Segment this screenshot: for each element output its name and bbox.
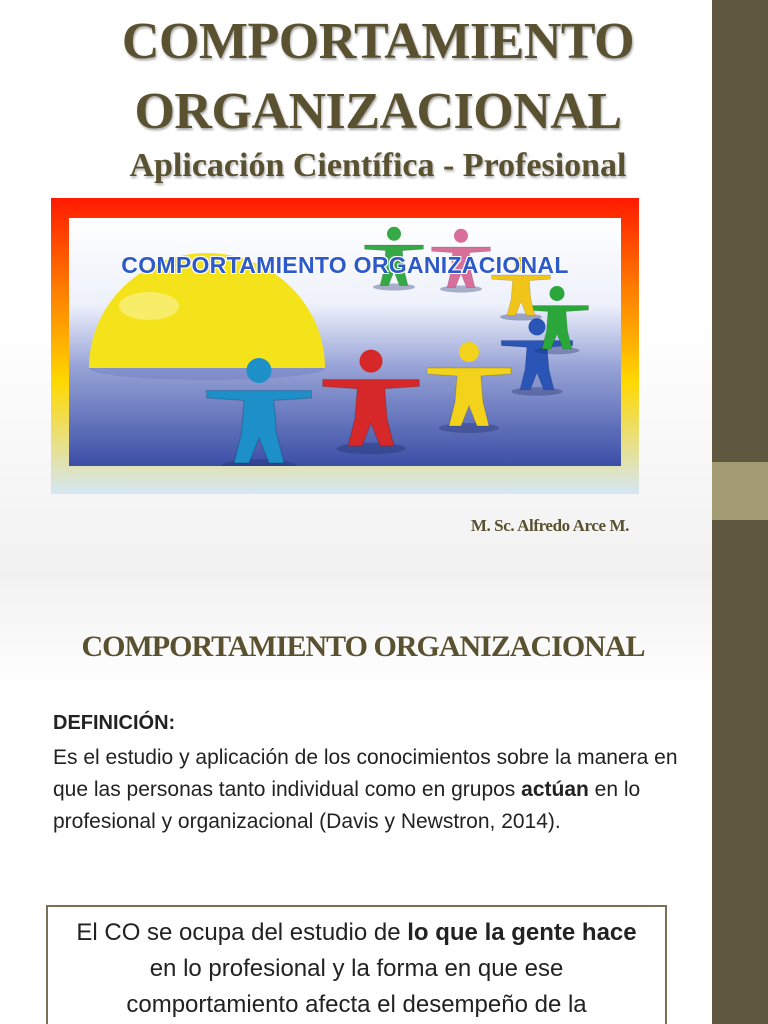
cover-illustration	[51, 198, 639, 494]
definition-label: DEFINICIÓN:	[53, 712, 176, 734]
slide-sidebar-accent	[712, 462, 768, 520]
slide-title-line-1: COMPORTAMIENTO	[121, 13, 635, 70]
callout-text-part: en lo profesional y la forma en que ese comportamiento afecta el desempeño de la	[126, 955, 587, 1018]
callout-emphasis: lo que la gente hace	[407, 919, 637, 946]
definition-slide-title: COMPORTAMIENTO ORGANIZACIONAL	[81, 630, 645, 663]
definition-emphasis: actúan	[521, 778, 589, 801]
person-figure	[427, 342, 511, 433]
callout-text-part: El CO se ocupa del estudio de	[76, 919, 408, 946]
author-credit: M. Sc. Alfredo Arce M.	[470, 516, 629, 535]
definition-text-part: en lo profesional y organizacional (Davis y Newstron, 2014).	[53, 778, 641, 833]
definition-text-part: Es el estudio y aplicación de los conocimientos sobre la manera en que las personas tanto individual como en grupos	[53, 746, 678, 801]
slide-subtitle: Aplicación Científica - Profesional	[129, 147, 627, 184]
slide-title-line-2: ORGANIZACIONAL	[134, 83, 622, 140]
illustration-caption: COMPORTAMIENTO ORGANIZACIONAL	[121, 252, 569, 278]
definition-text	[53, 742, 693, 838]
callout-text	[48, 907, 665, 1023]
definition-slide	[0, 578, 712, 1024]
slide-sidebar-bar	[712, 578, 768, 1024]
callout-box	[46, 905, 667, 1024]
person-figure	[323, 350, 420, 455]
